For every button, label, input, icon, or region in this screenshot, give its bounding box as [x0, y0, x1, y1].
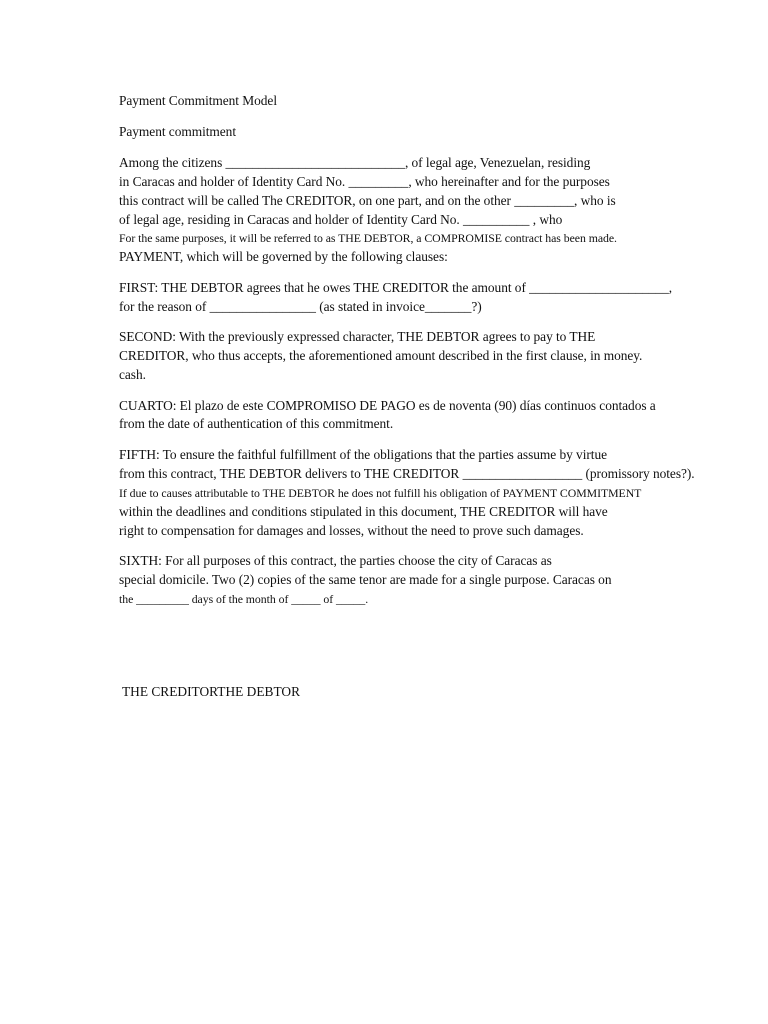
fifth-clause-line: If due to causes attributable to THE DEBTOR he does not fulfill his obligation of PAYMENT COMMITMENT	[119, 485, 642, 500]
intro-line: Among the citizens ___________________________, of legal age, Venezuelan, residing	[119, 154, 591, 170]
fifth-clause-line: within the deadlines and conditions stipulated in this document, THE CREDITOR will have	[119, 503, 608, 519]
document-subtitle: Payment commitment	[119, 123, 236, 139]
intro-line: For the same purposes, it will be referred to as THE DEBTOR, a COMPROMISE contract has been made.	[119, 231, 617, 246]
second-clause-line: CREDITOR, who thus accepts, the aforementioned amount described in the first clause, in money.	[119, 348, 643, 364]
second-clause	[119, 328, 739, 385]
cuarto-clause	[119, 397, 739, 435]
document-title: Payment Commitment Model	[119, 93, 277, 108]
fifth-clause-line: right to compensation for damages and losses, without the need to prove such damages.	[119, 522, 584, 538]
cuarto-clause-line: from the date of authentication of this commitment.	[119, 416, 394, 432]
creditor-signature-label: THE CREDITOR	[122, 684, 218, 699]
intro-line: this contract will be called The CREDITOR, on one part, and on the other _________, who is	[119, 192, 616, 208]
fifth-clause-line: from this contract, THE DEBTOR delivers to THE CREDITOR __________________ (promissory notes?).	[119, 465, 695, 481]
sixth-clause	[119, 552, 739, 609]
sixth-clause-line: the _________ days of the month of _____ of _____.	[119, 591, 369, 606]
fifth-clause	[119, 446, 739, 541]
signature-block	[122, 683, 300, 702]
second-clause-line: SECOND: With the previously expressed character, THE DEBTOR agrees to pay to THE	[119, 329, 596, 345]
intro-line: in Caracas and holder of Identity Card No. _________, who hereinafter and for the purposes	[119, 173, 610, 189]
first-clause-line: for the reason of ________________ (as stated in invoice_______?)	[119, 298, 482, 314]
sixth-clause-line: special domicile. Two (2) copies of the same tenor are made for a single purpose. Caracas on	[119, 572, 612, 587]
document-body	[119, 92, 739, 620]
intro-line: PAYMENT, which will be governed by the following clauses:	[119, 249, 448, 265]
debtor-signature-label: THE DEBTOR	[217, 684, 300, 699]
cuarto-clause-line: CUARTO: El plazo de este COMPROMISO DE PAGO es de noventa (90) días continuos contados a	[119, 397, 656, 413]
first-clause	[119, 279, 739, 317]
first-clause-line: FIRST: THE DEBTOR agrees that he owes THE CREDITOR the amount of _____________________,	[119, 279, 673, 295]
sixth-clause-line: SIXTH: For all purposes of this contract, the parties choose the city of Caracas as	[119, 553, 552, 569]
intro-line: of legal age, residing in Caracas and holder of Identity Card No. __________ , who	[119, 211, 563, 227]
second-clause-line: cash.	[119, 367, 146, 383]
fifth-clause-line: FIFTH: To ensure the faithful fulfillment of the obligations that the parties assume by virtue	[119, 446, 607, 462]
intro-paragraph	[119, 154, 739, 267]
